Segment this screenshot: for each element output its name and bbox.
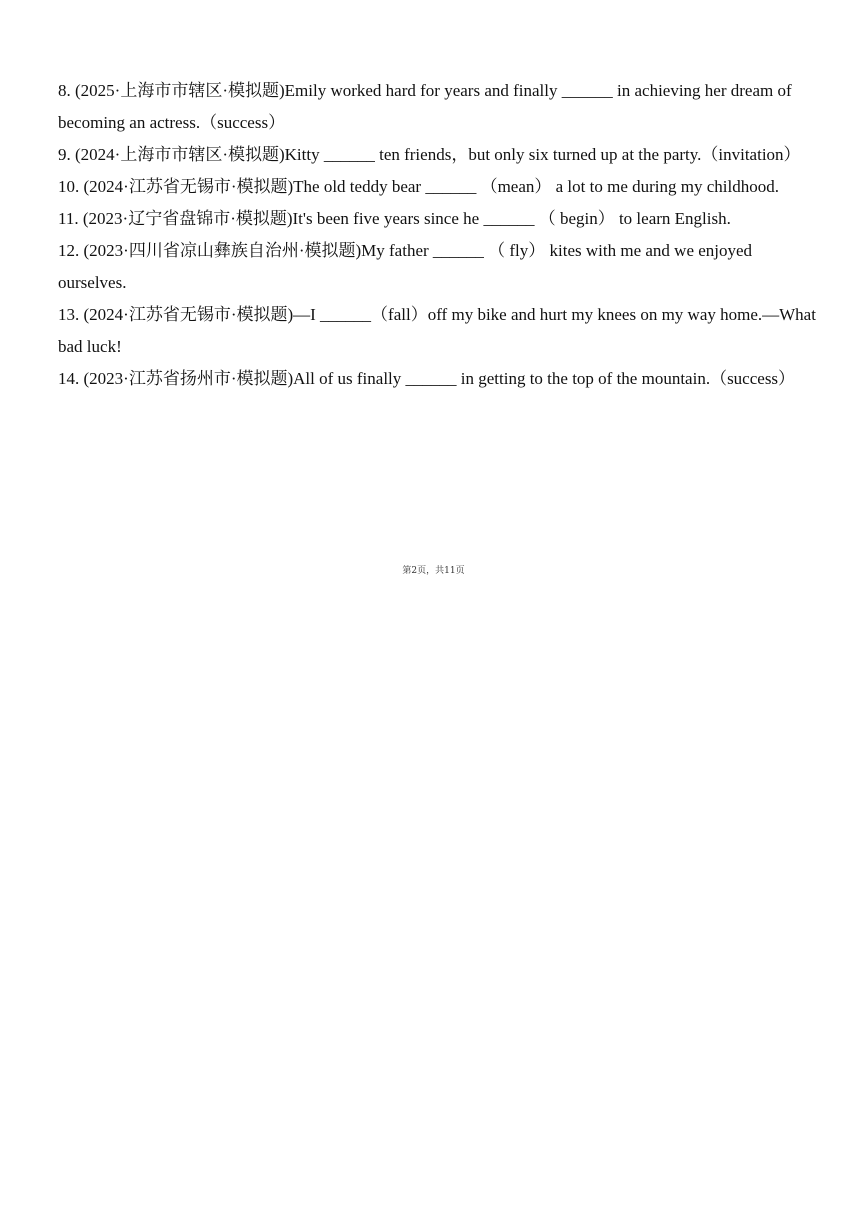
question-9 — [58, 139, 818, 171]
question-8 — [58, 75, 818, 139]
question-12 — [58, 235, 818, 299]
question-text: (2023·辽宁省盘锦市·模拟题)It's been five years since he ______ （ begin） to learn English. — [82, 209, 731, 228]
question-text: (2024·江苏省无锡市·模拟题)The old teddy bear ______ （mean） a lot to me during my childhood. — [83, 177, 779, 196]
question-number: 11. — [58, 209, 79, 228]
page-number-label: 第2页，共11页 — [402, 566, 465, 576]
question-number: 10. — [58, 177, 80, 196]
question-text: (2023·四川省凉山彝族自治州·模拟题)My father ______ （ fly） kites with me and we enjoyed ourselves. — [58, 241, 753, 292]
question-10 — [58, 171, 818, 203]
question-14 — [58, 363, 818, 395]
question-text: (2024·江苏省无锡市·模拟题)—I ______（fall）off my bike and hurt my knees on my way home.—What bad luck! — [58, 305, 816, 356]
question-13 — [58, 299, 818, 363]
question-number: 12. — [58, 241, 80, 260]
question-number: 14. — [58, 369, 80, 388]
question-number: 9. — [58, 145, 71, 164]
question-text: (2023·江苏省扬州市·模拟题)All of us finally ______ in getting to the top of the mountain.（success） — [83, 369, 796, 388]
question-number: 13. — [58, 305, 80, 324]
question-number: 8. — [58, 81, 71, 100]
question-text: (2025·上海市市辖区·模拟题)Emily worked hard for years and finally ______ in achieving her dream of becoming an actress.（success） — [58, 81, 792, 132]
question-list — [58, 75, 818, 395]
page-footer — [0, 563, 867, 576]
question-11 — [58, 203, 818, 235]
question-text: (2024·上海市市辖区·模拟题)Kitty ______ ten friends，but only six turned up at the party.（invitation） — [75, 145, 801, 164]
